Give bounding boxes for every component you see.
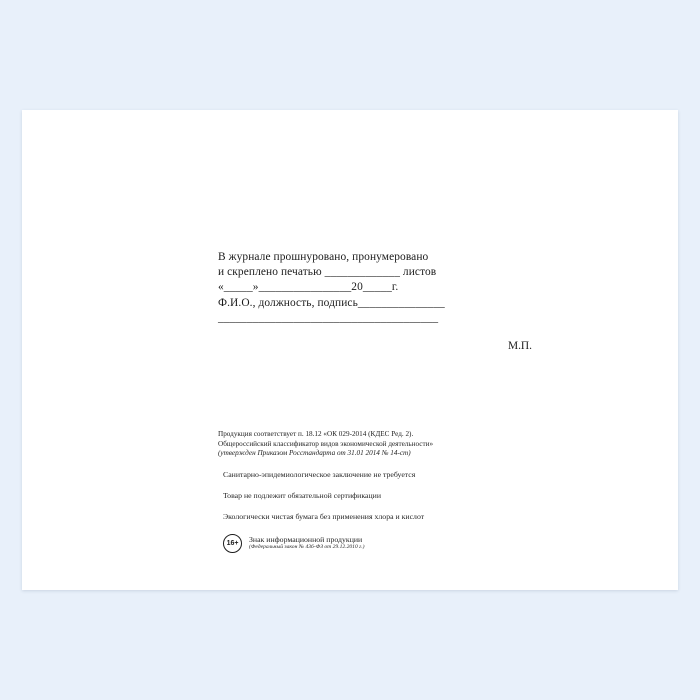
statement-certification: Товар не подлежит обязательной сертификации [223,490,381,500]
certification-line-5: ______________________________________ [218,311,439,324]
reference-line-2: Общероссийский классификатор видов экономической деятельности» [218,439,434,448]
certification-line-1: В журнале прошнуровано, пронумеровано [218,251,429,263]
age-mark-text [249,535,365,551]
footer-block [218,430,558,553]
certification-block [218,250,548,352]
age-mark-subtitle: (Федеральный закон № 436-ФЗ от 29.12.2010 г.) [249,544,365,551]
reference-line-italic: (утвержден Приказом Росстандарта от 31.01 2014 № 14-ст) [218,449,411,458]
certification-line-3: «_____»________________20_____г. [218,281,399,294]
certification-line-2: и скреплено печатью _____________ листов [218,266,437,279]
statement-sanitary: Санитарно-эпидемиологическое заключение не требуется [223,469,416,479]
reference-line-1: Продукция соответствует п. 18.12 «ОК 029-2014 (КДЕС Ред. 2). [218,430,414,438]
age-rating-icon: 16+ [223,534,242,553]
certification-line-4: Ф.И.О., должность, подпись_______________ [218,296,445,309]
seal-place-label: М.П. [507,340,532,353]
age-mark-row [218,534,558,553]
statement-ecology: Экологически чистая бумага без применения хлора и кислот [223,511,425,521]
document-page [22,110,678,590]
age-mark-title: Знак информационной продукции [249,535,363,545]
